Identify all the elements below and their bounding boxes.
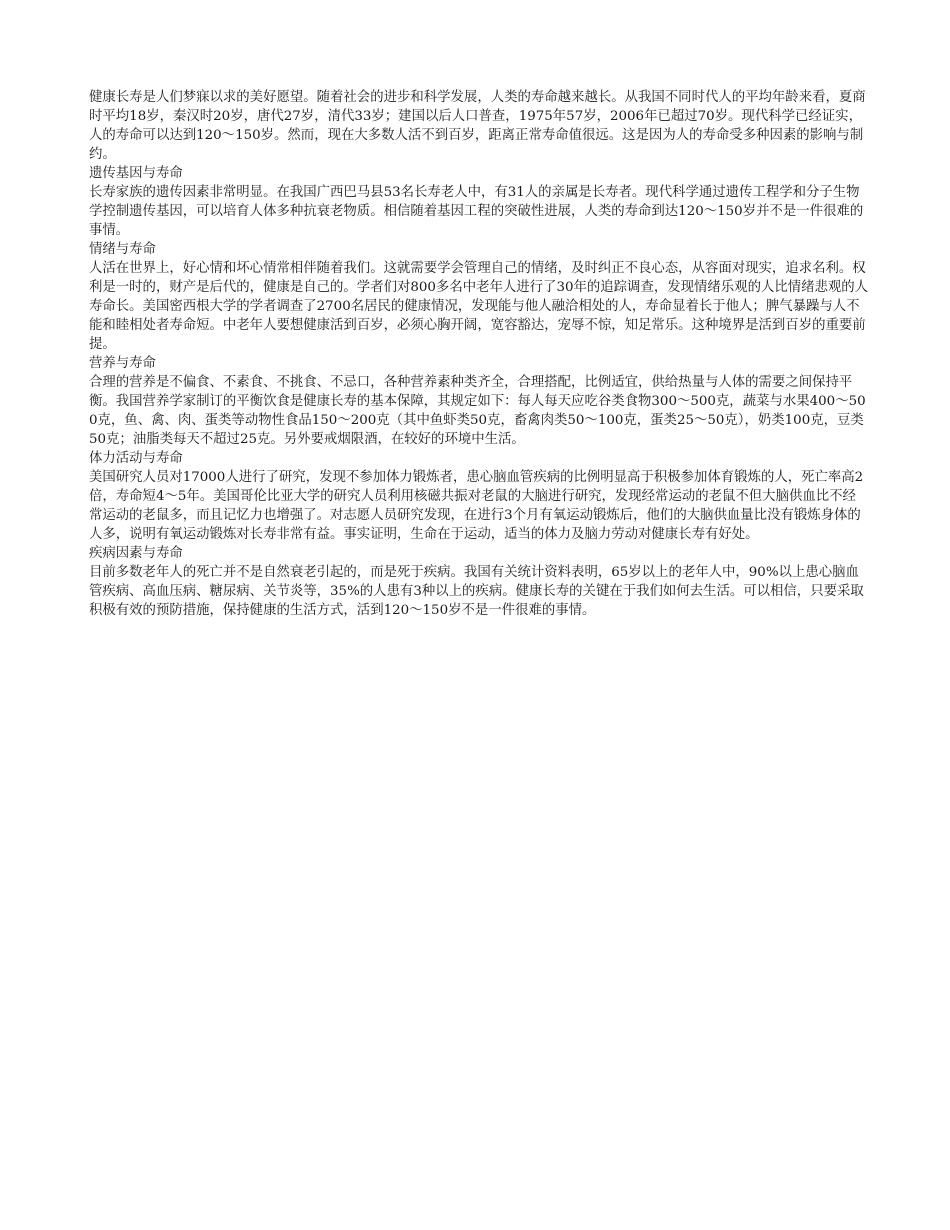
section-heading-nutrition: 营养与寿命 <box>89 356 156 371</box>
section-body-genetics: 长寿家族的遗传因素非常明显。在我国广西巴马县53名长寿老人中，有31人的亲属是长寿者。现代科学通过遗传工程学和分子生物学控制遗传基因，可以培育人体多种抗衰老物质。相信随着基因工程的突破性进展，人类的寿命到达120～150岁并不是一件很难的事情。 <box>89 185 864 238</box>
section-body-disease: 目前多数老年人的死亡并不是自然衰老引起的，而是死于疾病。我国有关统计资料表明，65岁以上的老年人中，90%以上患心脑血管疾病、高血压病、糖尿病、关节炎等，35%的人患有3种以上的疾病。健康长寿的关键在于我们如何去生活。可以相信，只要采取积极有效的预防措施，保持健康的生活方式，活到120～150岁不是一件很难的事情。 <box>89 565 864 618</box>
section-heading-physical-activity: 体力活动与寿命 <box>89 451 183 466</box>
section-body-emotion: 人活在世界上，好心情和坏心情常相伴随着我们。这就需要学会管理自己的情绪，及时纠正不良心态，从容面对现实，追求名利。权利是一时的，财产是后代的，健康是自己的。学者们对800多名中老年人进行了30年的追踪调查，发现情绪乐观的人比情绪悲观的人寿命长。美国密西根大学的学者调查了2700名居民的健康情况，发现能与他人融洽相处的人，寿命显着长于他人；脾气暴躁与人不能和睦相处者寿命短。中老年人要想健康活到百岁，必须心胸开阔，宽容豁达，宠辱不惊，知足常乐。这种境界是活到百岁的重要前提。 <box>89 261 869 352</box>
section-body-physical-activity: 美国研究人员对17000人进行了研究，发现不参加体力锻炼者，患心脑血管疾病的比例明显高于积极参加体育锻炼的人，死亡率高2倍，寿命短4～5年。美国哥伦比亚大学的研究人员利用核磁共振对老鼠的大脑进行研究，发现经常运动的老鼠不但大脑供血比不经常运动的老鼠多，而且记忆力也增强了。对志愿人员研究发现，在进行3个月有氧运动锻炼后，他们的大脑供血量比没有锻炼身体的人多，说明有氧运动锻炼对长寿非常有益。事实证明，生命在于运动，适当的体力及脑力劳动对健康长寿有好处。 <box>89 470 864 542</box>
intro-paragraph: 健康长寿是人们梦寐以求的美好愿望。随着社会的进步和科学发展，人类的寿命越来越长。从我国不同时代人的平均年龄来看，夏商时平均18岁，秦汉时20岁，唐代27岁，清代33岁；建国以后人口普查，1975年57岁，2006年已超过70岁。现代科学已经证实，人的寿命可以达到120～150岁。然而，现在大多数人活不到百岁，距离正常寿命值很远。这是因为人的寿命受多种因素的影响与制约。 <box>89 90 866 162</box>
section-heading-genetics: 遗传基因与寿命 <box>89 166 183 181</box>
section-heading-emotion: 情绪与寿命 <box>89 242 156 257</box>
section-body-nutrition: 合理的营养是不偏食、不素食、不挑食、不忌口，各种营养素种类齐全，合理搭配，比例适宜，供给热量与人体的需要之间保持平衡。我国营养学家制订的平衡饮食是健康长寿的基本保障，其规定如下：每人每天应吃谷类食物300～500克，蔬菜与水果400～500克，鱼、禽、肉、蛋类等动物性食品150～200克（其中鱼虾类50克，畜禽肉类50～100克，蛋类25～50克），奶类100克，豆类50克；油脂类每天不超过25克。另外要戒烟限酒，在较好的环境中生活。 <box>89 375 866 447</box>
section-heading-disease: 疾病因素与寿命 <box>89 546 183 561</box>
document-page <box>89 88 869 620</box>
